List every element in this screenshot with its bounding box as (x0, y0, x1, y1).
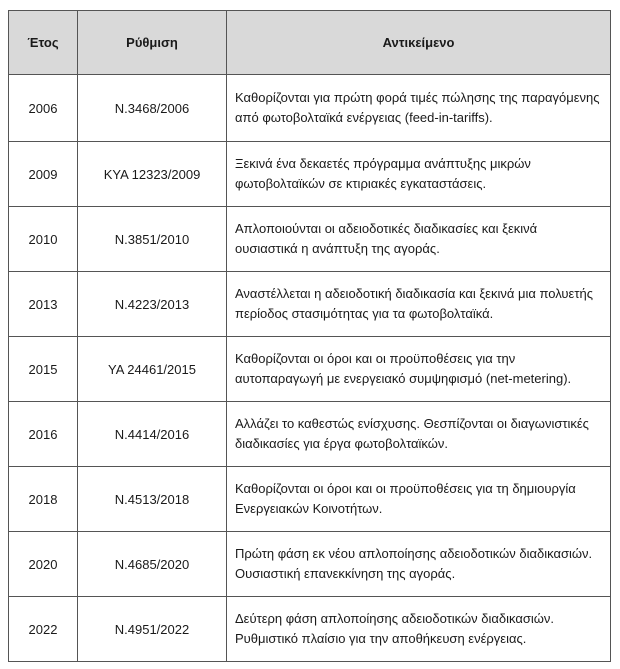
table-body (9, 75, 611, 662)
table-row (9, 75, 611, 142)
cell-subject: Αναστέλλεται η αδειοδοτική διαδικασία και ξεκινά μια πολυετής περίοδος στασιμότητας για τα φωτοβολταϊκά. (227, 272, 611, 337)
cell-regulation: N.4951/2022 (78, 597, 227, 662)
regulation-table (8, 10, 611, 662)
table-header (9, 11, 611, 75)
header-subject: Αντικείμενο (227, 11, 611, 75)
cell-regulation: N.3468/2006 (78, 75, 227, 142)
cell-regulation: N.4685/2020 (78, 532, 227, 597)
cell-subject: Απλοποιούνται οι αδειοδοτικές διαδικασίες και ξεκινά ουσιαστικά η ανάπτυξη της αγοράς. (227, 207, 611, 272)
cell-regulation: ΥΑ 24461/2015 (78, 337, 227, 402)
table-row (9, 207, 611, 272)
cell-subject: Δεύτερη φάση απλοποίησης αδειοδοτικών διαδικασιών. Ρυθμιστικό πλαίσιο για την αποθήκευση ενέργειας. (227, 597, 611, 662)
table-row (9, 597, 611, 662)
cell-year: 2016 (9, 402, 78, 467)
table-row (9, 402, 611, 467)
cell-subject: Ξεκινά ένα δεκαετές πρόγραμμα ανάπτυξης μικρών φωτοβολταϊκών σε κτιριακές εγκαταστάσεις. (227, 142, 611, 207)
cell-year: 2020 (9, 532, 78, 597)
cell-year: 2010 (9, 207, 78, 272)
cell-subject: Αλλάζει το καθεστώς ενίσχυσης. Θεσπίζονται οι διαγωνιστικές διαδικασίες για έργα φωτοβολταϊκών. (227, 402, 611, 467)
cell-year: 2022 (9, 597, 78, 662)
cell-regulation: N.4513/2018 (78, 467, 227, 532)
cell-subject: Καθορίζονται οι όροι και οι προϋποθέσεις για τη δημιουργία Ενεργειακών Κοινοτήτων. (227, 467, 611, 532)
table-row (9, 337, 611, 402)
cell-subject: Καθορίζονται για πρώτη φορά τιμές πώλησης της παραγόμενης από φωτοβολταϊκά ενέργειας (feed-in-tariffs). (227, 75, 611, 142)
cell-year: 2018 (9, 467, 78, 532)
cell-subject: Καθορίζονται οι όροι και οι προϋποθέσεις για την αυτοπαραγωγή με ενεργειακό συμψηφισμό (net-metering). (227, 337, 611, 402)
table-row (9, 272, 611, 337)
table-row (9, 532, 611, 597)
table-row (9, 142, 611, 207)
header-regulation: Ρύθμιση (78, 11, 227, 75)
cell-regulation: N.4414/2016 (78, 402, 227, 467)
cell-year: 2015 (9, 337, 78, 402)
table-row (9, 467, 611, 532)
header-row (9, 11, 611, 75)
cell-year: 2006 (9, 75, 78, 142)
cell-year: 2009 (9, 142, 78, 207)
header-year: Έτος (9, 11, 78, 75)
cell-regulation: N.4223/2013 (78, 272, 227, 337)
cell-regulation: N.3851/2010 (78, 207, 227, 272)
cell-regulation: ΚΥΑ 12323/2009 (78, 142, 227, 207)
cell-year: 2013 (9, 272, 78, 337)
cell-subject: Πρώτη φάση εκ νέου απλοποίησης αδειοδοτικών διαδικασιών. Ουσιαστική επανεκκίνηση της αγοράς. (227, 532, 611, 597)
